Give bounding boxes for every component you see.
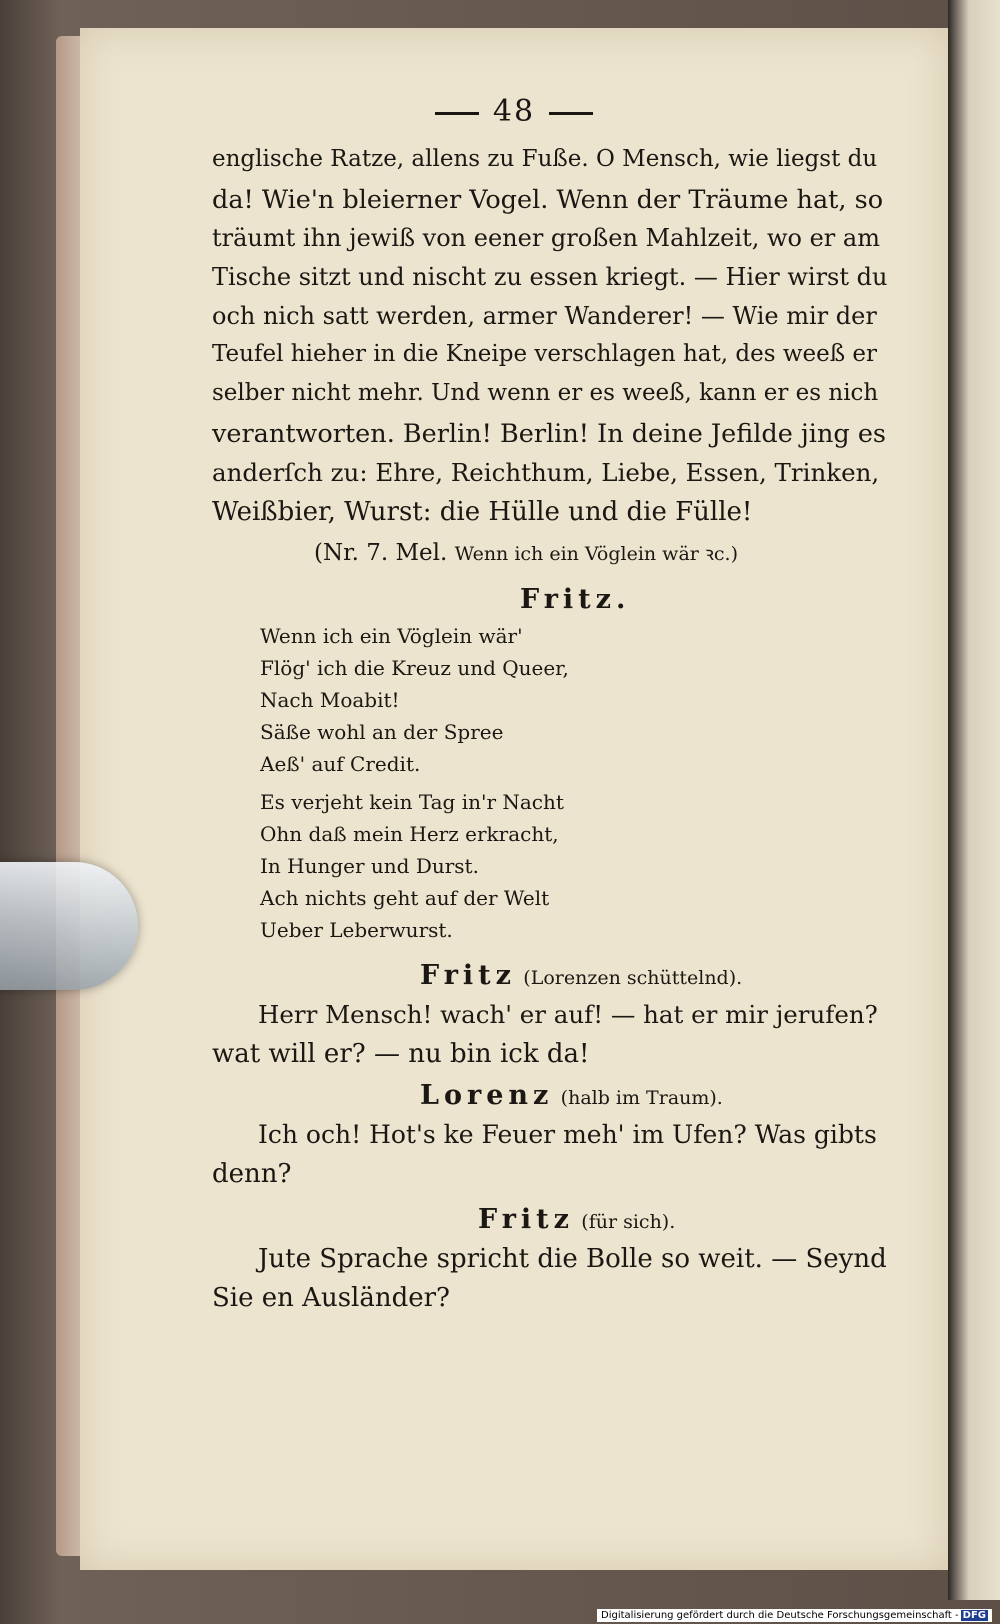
book-page [80, 28, 948, 1570]
verse-line: Flög' ich die Kreuz und Queer, [260, 656, 569, 680]
speech-line: Ich och! Hot's ke Feuer meh' im Ufen? Was gibts [258, 1120, 877, 1149]
prose-line: träumt ihn jewiß von eener großen Mahlzeit, wo er am [212, 224, 880, 252]
speaker-name: Fritz [478, 1204, 574, 1235]
verse-line: Wenn ich ein Vöglein wär' [260, 624, 523, 648]
speech-line: Herr Mensch! wach' er auf! — hat er mir jerufen? [258, 1000, 878, 1029]
speaker-heading [420, 960, 742, 991]
verse-line: In Hunger und Durst. [260, 854, 479, 878]
prose-line: verantworten. Berlin! Berlin! In deine Jefilde jing es [212, 419, 886, 449]
verse-line: Ohn daß mein Herz erkracht, [260, 822, 559, 846]
right-page-sliver [948, 0, 1000, 1600]
speaker-heading [478, 1204, 675, 1235]
prose-line: selber nicht mehr. Und wenn er es weeß, kann er es nich [212, 380, 879, 406]
scanner-clip [0, 862, 138, 990]
song-cue-number: (Nr. 7. Mel. [314, 540, 448, 566]
verse-line: Es verjeht kein Tag in'r Nacht [260, 790, 564, 814]
verse-line: Ueber Leberwurst. [260, 918, 453, 942]
speaker-name: Lorenz [420, 1080, 554, 1111]
prose-line: Tische sitzt und nischt zu essen kriegt. — Hier wirst du [212, 263, 888, 291]
stage-direction: (für sich). [581, 1211, 676, 1233]
song-cue [314, 540, 738, 566]
prose-line: anderſch zu: Ehre, Reichthum, Liebe, Essen, Trinken, [212, 458, 880, 487]
stage-direction: (Lorenzen schüttelnd). [523, 967, 743, 989]
page-number-line [80, 94, 948, 129]
speaker-heading [520, 584, 630, 615]
verse-line: Aeß' auf Credit. [260, 752, 421, 776]
verse-line: Ach nichts geht auf der Welt [260, 886, 550, 910]
speaker-heading [420, 1080, 723, 1111]
dfg-logo: DFG [962, 1610, 986, 1621]
verse-line: Nach Moabit! [260, 688, 400, 712]
speech-line: Jute Sprache spricht die Bolle so weit. — Seynd [258, 1244, 887, 1274]
dash-left [435, 112, 479, 115]
dash-right [549, 112, 593, 115]
verse-line: Säße wohl an der Spree [260, 720, 504, 744]
prose-line: Teufel hieher in die Kneipe verschlagen hat, des weeß er [212, 341, 878, 367]
song-cue-melody: Wenn ich ein Vöglein wär ꝛc.) [454, 543, 738, 565]
speech-line: Sie en Ausländer? [212, 1283, 450, 1313]
page-number: 48 [492, 94, 536, 129]
digitization-footer [597, 1609, 992, 1622]
prose-line: da! Wie'n bleierner Vogel. Wenn der Träume hat, so [212, 185, 884, 215]
speaker-name: Fritz. [520, 584, 631, 615]
speaker-name: Fritz [420, 960, 516, 991]
prose-line: Weißbier, Wurst: die Hülle und die Fülle! [212, 497, 753, 527]
stage-direction: (halb im Traum). [560, 1087, 723, 1109]
footer-text: Digitalisierung gefördert durch die Deutsche Forschungsgemeinschaft - [601, 1610, 959, 1621]
speech-line: wat will er? — nu bin ick da! [212, 1039, 590, 1069]
speech-line: denn? [212, 1159, 292, 1189]
prose-line: och nich satt werden, armer Wanderer! — Wie mir der [212, 302, 877, 330]
prose-line: englische Ratze, allens zu Fuße. O Mensch, wie liegst du [212, 146, 878, 172]
